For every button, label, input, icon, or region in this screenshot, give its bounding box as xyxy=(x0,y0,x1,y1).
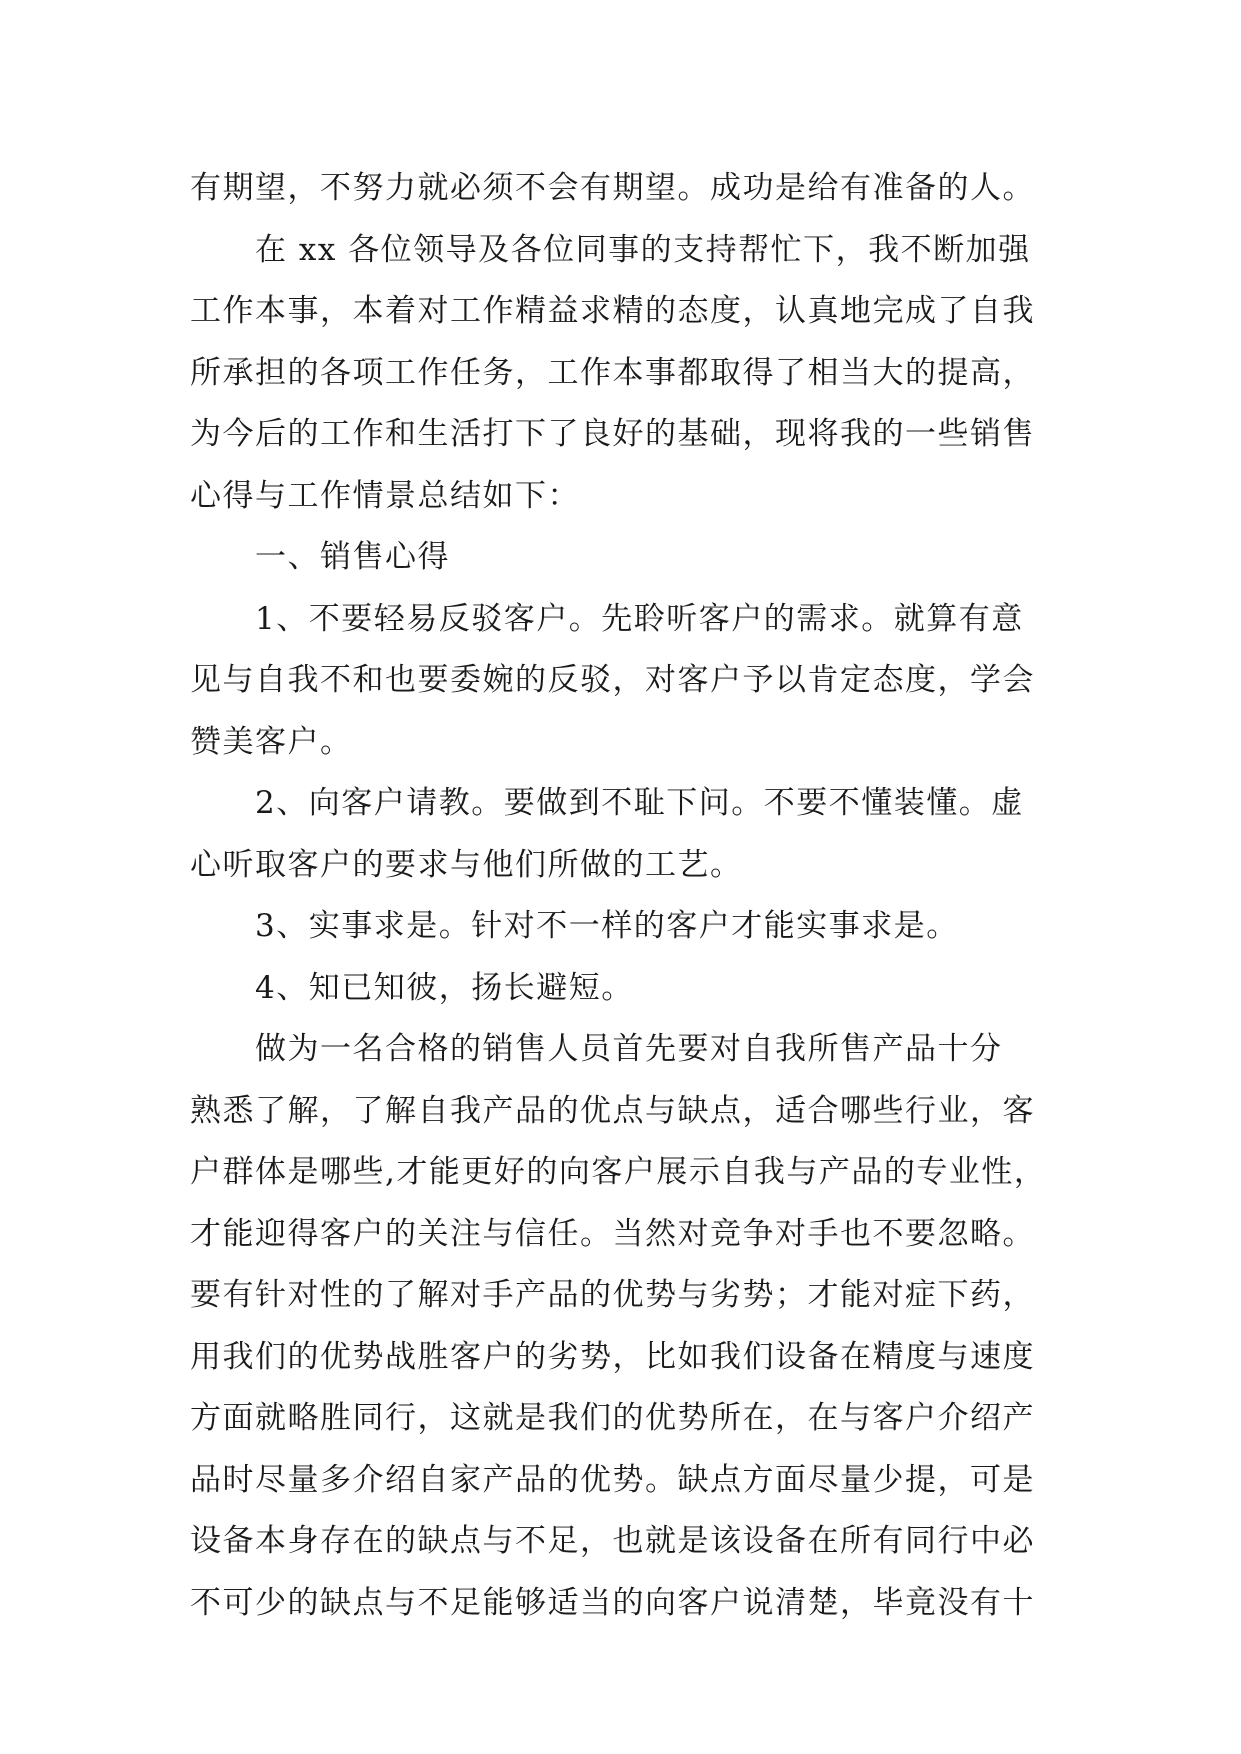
text-line: 工作本事，本着对工作精益求精的态度，认真地完成了自我 xyxy=(190,293,1035,329)
text-line: 4、知已知彼，扬长避短。 xyxy=(255,969,634,1006)
text-line: 品时尽量多介绍自家产品的优势。缺点方面尽量少提，可是 xyxy=(190,1461,1035,1498)
text-line: 赞美客户。 xyxy=(190,723,353,760)
text-line: 在 xx 各位领导及各位同事的支持帮忙下，我不断加强 xyxy=(255,231,1031,268)
text-line: 才能迎得客户的关注与信任。当然对竞争对手也不要忽略。 xyxy=(190,1215,1035,1252)
text-line: 3、实事求是。针对不一样的客户才能实事求是。 xyxy=(255,908,959,944)
text-line: 方面就略胜同行，这就是我们的优势所在，在与客户介绍产 xyxy=(190,1400,1035,1436)
body-text xyxy=(190,158,1070,1634)
text-line: 户群体是哪些,才能更好的向客户展示自我与产品的专业性， xyxy=(190,1154,1047,1190)
text-line: 心听取客户的要求与他们所做的工艺。 xyxy=(190,846,743,883)
text-line: 设备本身存在的缺点与不足，也就是该设备在所有同行中必 xyxy=(190,1523,1035,1559)
text-line: 用我们的优势战胜客户的劣势，比如我们设备在精度与速度 xyxy=(190,1338,1035,1375)
text-line: 为今后的工作和生活打下了良好的基础，现将我的一些销售 xyxy=(190,416,1035,452)
text-line: 心得与工作情景总结如下： xyxy=(190,477,580,514)
text-line: 所承担的各项工作任务，工作本事都取得了相当大的提高， xyxy=(190,354,1035,391)
text-line: 要有针对性的了解对手产品的优势与劣势；才能对症下药， xyxy=(190,1277,1035,1313)
text-line: 不可少的缺点与不足能够适当的向客户说清楚，毕竟没有十 xyxy=(190,1584,1035,1621)
text-line: 做为一名合格的销售人员首先要对自我所售产品十分 xyxy=(255,1031,1003,1067)
text-line: 一、销售心得 xyxy=(255,539,450,575)
text-line: 见与自我不和也要委婉的反驳，对客户予以肯定态度，学会 xyxy=(190,662,1035,698)
text-line: 熟悉了解，了解自我产品的优点与缺点，适合哪些行业，客 xyxy=(190,1092,1035,1129)
text-line: 1、不要轻易反驳客户。先聆听客户的需求。就算有意 xyxy=(255,600,1024,637)
text-line: 2、向客户请教。要做到不耻下问。不要不懂装懂。虚 xyxy=(255,785,1024,821)
text-line: 有期望，不努力就必须不会有期望。成功是给有准备的人。 xyxy=(190,170,1035,206)
